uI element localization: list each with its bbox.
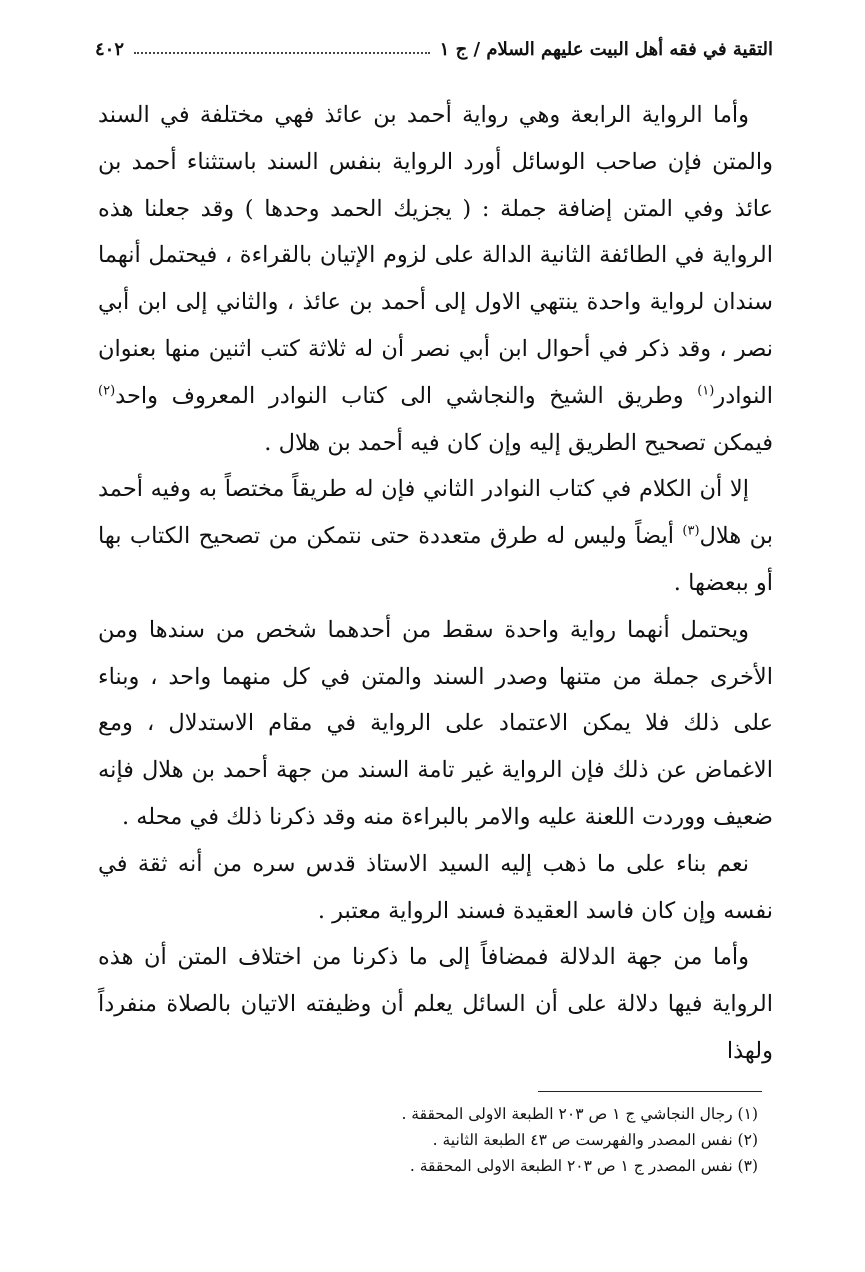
text-run: إلا أن الكلام في كتاب النوادر الثاني فإن له طريقاً مختصاً به وفيه أحمد بن هلال [98,476,773,550]
text-run: أيضاً وليس له طرق متعددة حتى نتمكن من تصحيح الكتاب بها أو ببعضها . [98,523,773,596]
footnote-separator [538,1091,762,1092]
footnote-ref-3: (٣) [682,523,700,539]
paragraph-3: ويحتمل أنهما رواية واحدة سقط من أحدهما شخص من سندها ومن الأخرى جملة من متنها وصدر السند والمتن في كل منهما واحد ، وبناء على ذلك فلا يمكن الاعتماد على الرواية في مقام الاستدلال ، ومع الاغماض عن ذلك فإن الرواية غير تامة السند من جهة أحمد بن هلال فإنه ضعيف ووردت اللعنة عليه والامر بالبراءة منه وقد ذكرنا ذلك في محله . [98,616,773,830]
page-number: ٤٠٢ [95,38,125,60]
paragraph-4: نعم بناء على ما ذهب إليه السيد الاستاذ قدس سره من أنه ثقة في نفسه وإن كان فاسد العقيدة فسند الرواية معتبر . [98,850,773,924]
footnote-1: (١) رجال النجاشي ج ١ ص ٢٠٣ الطبعة الاولى المحققة . [401,1105,758,1123]
main-text [98,92,773,1075]
paragraph-1 [98,92,773,466]
footnote-ref-1: (١) [697,383,715,399]
footnote-2: (٢) نفس المصدر والفهرست ص ٤٣ الطبعة الثانية . [432,1131,758,1149]
header-dotted-leader [134,52,430,54]
text-run: فيمكن تصحيح الطريق إليه وإن كان فيه أحمد بن هلال . [264,429,773,456]
text-run: وأما الرواية الرابعة وهي رواية أحمد بن عائذ فهي مختلفة في السند والمتن فإن صاحب الوسائل أورد الرواية بنفس السند باستثناء أحمد بن عائذ وفي المتن إضافة جملة : ( يجزيك الحمد وحدها ) وقد جعلنا هذه الرواية في الطائفة الثانية الدالة على لزوم الإتيان بالقراءة ، فيحتمل أنهما سندان لرواية واحدة ينتهي الاول إلى أحمد بن عائذ ، والثاني إلى ابن أبي نصر ، وقد ذكر في أحوال ابن أبي نصر أن له ثلاثة كتب اثنين منها بعنوان النوادر [98,102,773,409]
paragraph-5: وأما من جهة الدلالة فمضافاً إلى ما ذكرنا من اختلاف المتن أن هذه الرواية فيها دلالة على أن السائل يعلم أن وظيفته الاتيان بالصلاة منفرداً ولهذا [98,944,773,1064]
text-run: وطريق الشيخ والنجاشي الى كتاب النوادر المعروف واحد [115,382,698,409]
page-header [95,32,773,66]
footnote-3: (٣) نفس المصدر ج ١ ص ٢٠٣ الطبعة الاولى المحققة . [409,1157,758,1175]
footnote-ref-2: (٢) [98,383,116,399]
paragraph-2 [98,466,773,606]
footnotes [300,1101,758,1179]
running-title: التقية في فقه أهل البيت عليهم السلام / ج ١ [439,38,773,60]
